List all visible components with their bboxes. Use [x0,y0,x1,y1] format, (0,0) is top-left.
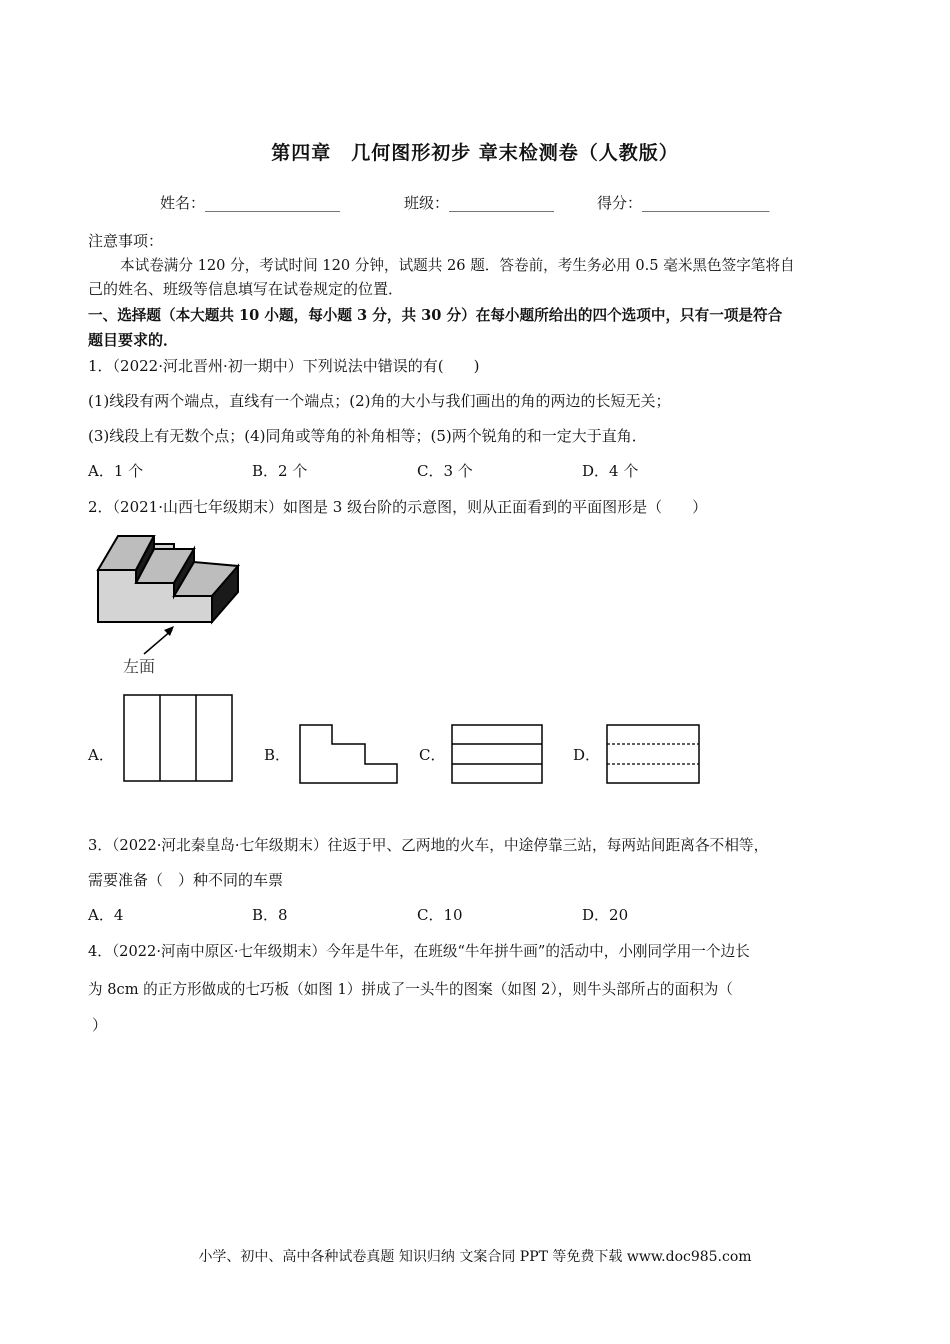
q3-option-a: A．4 [88,906,124,924]
q1-option-c: C．3 个 [417,462,473,480]
section-heading-line-2: 题目要求的． [88,331,179,349]
score-field: 得分：_________________ [597,194,770,212]
q1-statement-2: (3)线段上有无数个点；(4)同角或等角的补角相等；(5)两个锐角的和一定大于直角． [88,427,647,445]
q2-option-d-label: D． [573,746,601,764]
q2-option-c-figure [451,724,543,784]
page-footer: 小学、初中、高中各种试卷真题 知识归纳 文案合同 PPT 等免费下载 www.doc985.com [198,1249,752,1265]
name-field: 姓名：__________________ [160,194,341,212]
q1-statement-1: (1)线段有两个端点，直线有一个端点；(2)角的大小与我们画出的角的两边的长短无关； [88,392,671,410]
q1-stem: 1．（2022·河北晋州·初一期中）下列说法中错误的有( ) [88,357,480,375]
q1-option-d: D．4 个 [582,462,639,480]
q3-stem-line-1: 3．（2022·河北秦皇岛·七年级期末）往返于甲、乙两地的火车，中途停靠三站，每两站间距离各不相等， [88,837,769,854]
q2-option-b-label: B． [264,746,291,764]
notice-line-2: 己的姓名、班级等信息填写在试卷规定的位置． [88,280,404,298]
q2-option-c-label: C． [419,746,446,764]
staircase-figure [90,526,250,686]
q4-stem-line-3: ） [92,1016,108,1034]
class-field: 班级：______________ [404,194,555,212]
q4-stem-line-1: 4．（2022·河南中原区·七年级期末）今年是牛年，在班级“牛年拼牛画”的活动中，小刚同学用一个边长 [88,943,750,960]
notice-line-1: 本试卷满分 120 分，考试时间 120 分钟，试题共 26 题．答卷前，考生务必用 0.5 毫米黑色签字笔将自 [120,257,795,274]
q1-option-a: A．1 个 [88,462,144,480]
q4-stem-line-2: 为 8cm 的正方形做成的七巧板（如图 1）拼成了一头牛的图案（如图 2），则牛头部所占的面积为（ [88,981,733,998]
notice-heading: 注意事项： [88,232,164,250]
q2-option-a-figure [123,694,233,782]
q3-option-c: C．10 [417,906,463,924]
q2-stem: 2．（2021·山西七年级期末）如图是 3 级台阶的示意图，则从正面看到的平面图形是（ ） [88,498,708,516]
section-heading-line-1: 一、选择题（本大题共 10 小题，每小题 3 分，共 30 分）在每小题所给出的四个选项中，只有一项是符合 [88,307,783,324]
page-title: 第四章 几何图形初步 章末检测卷（人教版） [271,142,679,164]
left-face-label: 左面 [123,657,156,676]
q2-option-b-figure [299,724,399,784]
q1-option-b: B．2 个 [252,462,308,480]
q3-option-d: D．20 [582,906,629,924]
q3-option-b: B．8 [252,906,288,924]
q2-option-a-label: A． [88,746,114,764]
q2-option-d-figure [606,724,700,784]
q3-stem-line-2: 需要准备（ ）种不同的车票 [88,871,284,889]
